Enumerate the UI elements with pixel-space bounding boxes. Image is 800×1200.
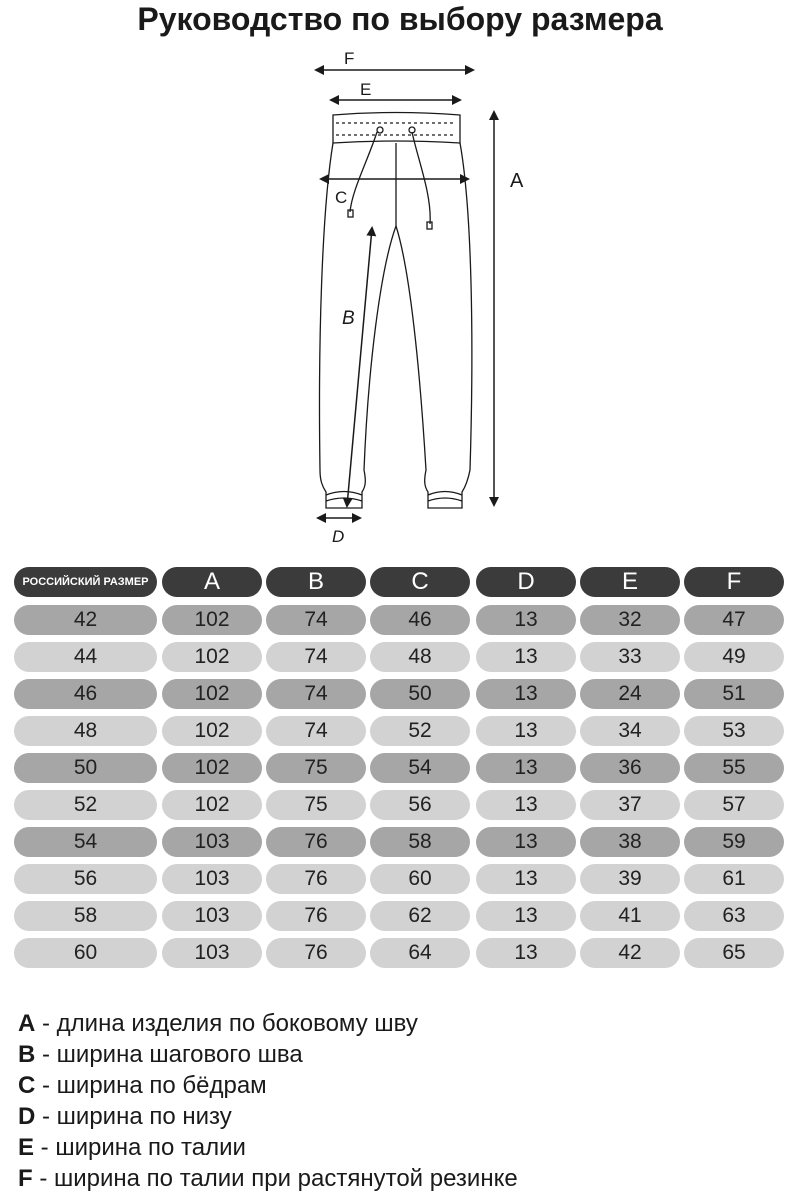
- cell-size: 42: [14, 605, 157, 635]
- table-row: [0, 639, 800, 676]
- label-a: A: [510, 170, 524, 192]
- cell-d: 13: [476, 679, 576, 709]
- cell-a: 102: [162, 753, 262, 783]
- legend-item: [18, 1039, 518, 1070]
- label-f: F: [344, 49, 355, 68]
- cell-f: 47: [684, 605, 784, 635]
- legend-text: - ширина по бёдрам: [35, 1072, 267, 1099]
- cell-a: 102: [162, 790, 262, 820]
- cell-d: 13: [476, 642, 576, 672]
- cell-f: 63: [684, 901, 784, 931]
- cell-b: 74: [266, 679, 366, 709]
- label-e: E: [360, 80, 372, 99]
- legend-key: A: [18, 1010, 36, 1037]
- header-f: F: [684, 567, 784, 597]
- cell-c: 48: [370, 642, 470, 672]
- cell-b: 76: [266, 864, 366, 894]
- cell-e: 33: [580, 642, 680, 672]
- cell-e: 37: [580, 790, 680, 820]
- table-row: [0, 713, 800, 750]
- pants-diagram: [0, 40, 800, 560]
- cell-f: 49: [684, 642, 784, 672]
- cell-b: 75: [266, 753, 366, 783]
- legend-item: [18, 1070, 518, 1101]
- cell-e: 32: [580, 605, 680, 635]
- cell-f: 55: [684, 753, 784, 783]
- cell-f: 53: [684, 716, 784, 746]
- cell-size: 54: [14, 827, 157, 857]
- table-row: [0, 898, 800, 935]
- cell-e: 38: [580, 827, 680, 857]
- cell-f: 65: [684, 938, 784, 968]
- cell-a: 103: [162, 864, 262, 894]
- cell-a: 102: [162, 605, 262, 635]
- table-row: [0, 861, 800, 898]
- cell-size: 48: [14, 716, 157, 746]
- cell-size: 52: [14, 790, 157, 820]
- cell-a: 102: [162, 679, 262, 709]
- cell-d: 13: [476, 753, 576, 783]
- cell-a: 102: [162, 716, 262, 746]
- legend-key: B: [18, 1041, 36, 1068]
- cell-f: 51: [684, 679, 784, 709]
- cell-e: 42: [580, 938, 680, 968]
- label-b: B: [342, 308, 355, 329]
- cell-b: 74: [266, 605, 366, 635]
- cell-e: 39: [580, 864, 680, 894]
- legend-item: [18, 1101, 518, 1132]
- label-c: C: [335, 188, 348, 207]
- cell-d: 13: [476, 790, 576, 820]
- cell-d: 13: [476, 864, 576, 894]
- legend-text: - длина изделия по боковому шву: [35, 1010, 418, 1037]
- cell-b: 74: [266, 642, 366, 672]
- cell-b: 74: [266, 716, 366, 746]
- legend-key: D: [18, 1103, 36, 1130]
- header-russian-size: РОССИЙСКИЙ РАЗМЕР: [14, 567, 157, 597]
- dimension-b: [347, 228, 372, 506]
- cell-d: 13: [476, 901, 576, 931]
- cell-size: 44: [14, 642, 157, 672]
- legend-text: - ширина по талии при растянутой резинке: [32, 1165, 518, 1192]
- label-d: D: [332, 527, 345, 546]
- page-title: Руководство по выбору размера: [137, 1, 663, 37]
- cell-b: 75: [266, 790, 366, 820]
- cell-size: 58: [14, 901, 157, 931]
- legend-text: - ширина по низу: [35, 1103, 232, 1130]
- cell-size: 50: [14, 753, 157, 783]
- legend-text: - ширина по талии: [34, 1134, 246, 1161]
- header-a: A: [162, 567, 262, 597]
- cell-f: 57: [684, 790, 784, 820]
- legend-item: [18, 1163, 518, 1194]
- cell-c: 64: [370, 938, 470, 968]
- table-row: [0, 787, 800, 824]
- cell-c: 52: [370, 716, 470, 746]
- table-header-row: [0, 562, 800, 602]
- cell-c: 46: [370, 605, 470, 635]
- size-table: [0, 562, 800, 972]
- legend-text: - ширина шагового шва: [35, 1041, 303, 1068]
- cell-d: 13: [476, 938, 576, 968]
- table-row: [0, 676, 800, 713]
- cell-e: 36: [580, 753, 680, 783]
- legend-key: C: [18, 1072, 36, 1099]
- cell-c: 62: [370, 901, 470, 931]
- cell-a: 103: [162, 827, 262, 857]
- cell-c: 56: [370, 790, 470, 820]
- legend: [18, 1008, 518, 1194]
- cell-f: 59: [684, 827, 784, 857]
- header-c: C: [370, 567, 470, 597]
- legend-key: F: [18, 1165, 33, 1192]
- cell-b: 76: [266, 901, 366, 931]
- cell-c: 60: [370, 864, 470, 894]
- cell-b: 76: [266, 938, 366, 968]
- legend-item: [18, 1132, 518, 1163]
- cell-e: 34: [580, 716, 680, 746]
- cell-f: 61: [684, 864, 784, 894]
- legend-item: [18, 1008, 518, 1039]
- table-body: [0, 602, 800, 972]
- table-row: [0, 824, 800, 861]
- cell-size: 56: [14, 864, 157, 894]
- cell-a: 102: [162, 642, 262, 672]
- cell-b: 76: [266, 827, 366, 857]
- cell-e: 24: [580, 679, 680, 709]
- cell-a: 103: [162, 938, 262, 968]
- cell-c: 54: [370, 753, 470, 783]
- table-row: [0, 750, 800, 787]
- cell-size: 60: [14, 938, 157, 968]
- legend-key: E: [18, 1134, 35, 1161]
- cell-c: 50: [370, 679, 470, 709]
- header-b: B: [266, 567, 366, 597]
- cell-size: 46: [14, 679, 157, 709]
- cell-d: 13: [476, 605, 576, 635]
- cell-a: 103: [162, 901, 262, 931]
- cell-c: 58: [370, 827, 470, 857]
- table-row: [0, 935, 800, 972]
- cell-e: 41: [580, 901, 680, 931]
- cell-d: 13: [476, 827, 576, 857]
- header-e: E: [580, 567, 680, 597]
- header-d: D: [476, 567, 576, 597]
- cell-d: 13: [476, 716, 576, 746]
- table-row: [0, 602, 800, 639]
